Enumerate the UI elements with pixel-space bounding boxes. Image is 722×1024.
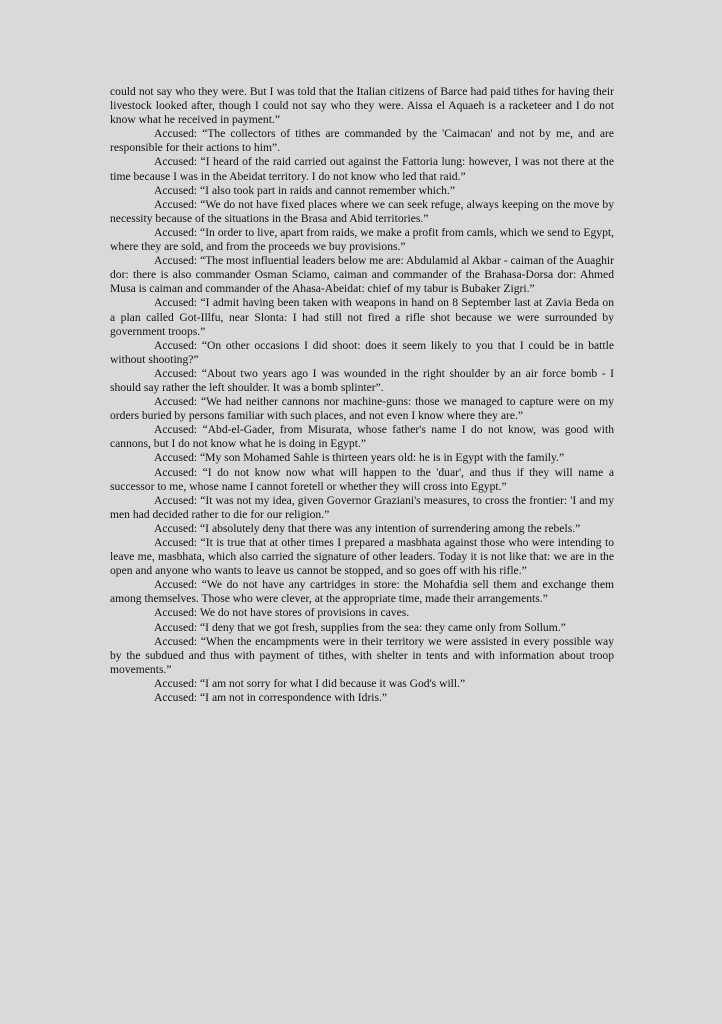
- paragraph: Accused: “When the encampments were in their territory we were assisted in every possible way by the subdued and thus with payment of tithes, with shelter in tents and with information about troop movements.”: [110, 634, 614, 676]
- paragraph: Accused: “In order to live, apart from raids, we make a profit from camls, which we send to Egypt, where they are sold, and from the proceeds we buy provisions.”: [110, 225, 614, 254]
- paragraph: Accused: “I do not know now what will happen to the 'duar', and thus if they will name a successor to me, whose name I cannot foretell or whether they will cross into Egypt.”: [110, 465, 614, 493]
- paragraph: Accused: “My son Mohamed Sahle is thirteen years old: he is in Egypt with the family.”: [154, 451, 565, 465]
- paragraph: Accused: We do not have stores of provisions in caves.: [154, 606, 410, 620]
- paragraph: Accused: “On other occasions I did shoot: does it seem likely to you that I could be in battle without shooting?”: [110, 338, 614, 366]
- paragraph: Accused: “About two years ago I was wounded in the right shoulder by an air force bomb - I should say rather the left shoulder. It was a bomb splinter”.: [110, 366, 614, 394]
- paragraph: Accused: “I am not in correspondence with Idris.”: [154, 691, 388, 705]
- paragraph: Accused: “We do not have any cartridges in store: the Mohafdia sell them and exchange them among themselves. Those who were clever, at the appropriate time, made their arrangements.”: [110, 578, 614, 606]
- paragraph: Accused: “The most influential leaders below me are: Abdulamid al Akbar - caiman of the Auaghir dor: there is also commander Osman Sciamo, caiman and commander of the Brahasa-Dorsa dor: Ahmed Musa is caiman and commander of the Ahasa-Abeidat: chief of my tabur is Bubaker Zigri.”: [110, 254, 614, 296]
- paragraph: Accused: “I absolutely deny that there was any intention of surrendering among the rebels.”: [154, 521, 581, 535]
- paragraph: Accused: “I am not sorry for what I did because it was God's will.”: [154, 676, 466, 690]
- paragraph: could not say who they were. But I was told that the Italian citizens of Barce had paid tithes for having their livestock looked after, though I could not say who they were. Aissa el Aquaeh is a racketeer and I do not know what he received in payment.”: [110, 85, 614, 127]
- paragraph: Accused: “The collectors of tithes are commanded by the 'Caimacan' and not by me, and are responsible for their actions to him”.: [110, 127, 614, 155]
- paragraph: Accused: “It was not my idea, given Governor Graziani's measures, to cross the frontier: 'I and my men had decided rather to die for our religion.”: [110, 493, 614, 521]
- document-page: [110, 85, 614, 705]
- paragraph: Accused: “We do not have fixed places where we can seek refuge, always keeping on the move by necessity because of the situations in the Brasa and Abid territories.”: [110, 197, 614, 225]
- paragraph: Accused: “I admit having been taken with weapons in hand on 8 September last at Zavia Beda on a plan called Got-Illfu, near Slonta: I had still not fired a rifle shot because we were surrounded by government troops.”: [110, 296, 614, 338]
- paragraph: Accused: “It is true that at other times I prepared a masbhata against those who were intending to leave me, masbhata, which also carried the signature of other leaders. Today it is not like that: we are in the open and anyone who wants to leave us cannot be stopped, and so goes off with his rifle.”: [110, 536, 614, 578]
- paragraph: Accused: “I deny that we got fresh, supplies from the sea: they came only from Sollum.”: [154, 620, 566, 634]
- paragraph: Accused: “I also took part in raids and cannot remember which.”: [154, 183, 456, 197]
- paragraph: Accused: “We had neither cannons nor machine-guns: those we managed to capture were on my orders buried by persons familiar with such places, and not even I know where they are.”: [110, 395, 614, 423]
- paragraph: Accused: “I heard of the raid carried out against the Fattoria lung: however, I was not there at the time because I was in the Abeidat territory. I do not know who led that raid.”: [110, 155, 614, 183]
- paragraph: Accused: “Abd-el-Gader, from Misurata, whose father's name I do not know, was good with cannons, but I do not know what he is doing in Egypt.”: [110, 423, 614, 451]
